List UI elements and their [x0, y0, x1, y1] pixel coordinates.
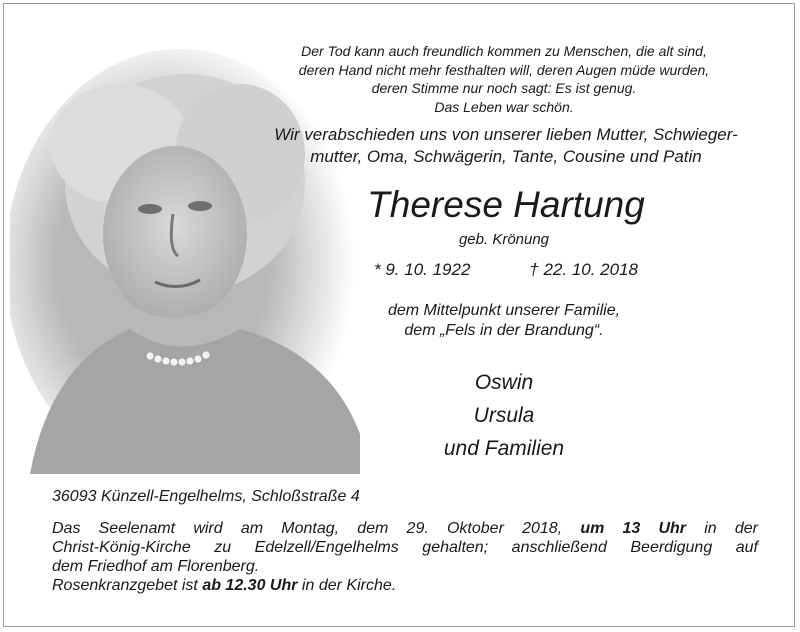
poem-line: Das Leben war schön.	[434, 98, 574, 115]
mourner: Ursula	[473, 404, 535, 427]
life-dates	[374, 260, 638, 280]
rosary-time: ab 12.30 Uhr	[202, 577, 298, 594]
birth-date: * 9. 10. 1922	[374, 260, 471, 279]
poem-line: deren Stimme nur noch sagt: Es ist genug.	[371, 80, 637, 96]
mourner: und Familien	[443, 437, 565, 460]
rosary-text: in der Kirche.	[301, 577, 397, 594]
deceased-name: Therese Hartung	[367, 184, 645, 225]
poem-line: Der Tod kann auch freundlich kommen zu Menschen, die alt sind,	[301, 43, 707, 59]
mourners-list	[384, 366, 624, 465]
intro-text	[226, 124, 786, 168]
service-line	[52, 519, 758, 538]
intro-line: Wir verabschieden uns von unserer lieben Mutter, Schwieger-	[274, 125, 738, 144]
mourner: Oswin	[474, 371, 534, 394]
service-line: Christ-König-Kirche zu Edelzell/Engelhelms gehalten; anschließend Beerdigung auf	[52, 539, 758, 556]
obituary-card	[3, 3, 795, 627]
maiden-name: geb. Krönung	[458, 231, 550, 248]
tribute-text	[334, 301, 674, 341]
poem	[234, 42, 774, 116]
rosary-line	[52, 576, 758, 595]
death-date: † 22. 10. 2018	[529, 260, 638, 279]
tribute-line: dem Mittelpunkt unserer Familie,	[387, 302, 621, 319]
service-time: um 13 Uhr	[580, 520, 687, 537]
tribute-line: dem „Fels in der Brandung“.	[404, 322, 604, 339]
service-text: Das Seelenamt wird am Montag, dem 29. Oktober 2018,	[52, 520, 563, 537]
rosary-text: Rosenkranzgebet ist	[52, 577, 198, 594]
address: 36093 Künzell-Engelhelms, Schloßstraße 4	[52, 488, 360, 505]
service-line: dem Friedhof am Florenberg.	[52, 558, 260, 575]
service-info	[52, 519, 758, 595]
intro-line: mutter, Oma, Schwägerin, Tante, Cousine und Patin	[310, 147, 702, 166]
service-text: in der	[704, 520, 758, 537]
poem-line: deren Hand nicht mehr festhalten will, deren Augen müde wurden,	[298, 61, 710, 78]
